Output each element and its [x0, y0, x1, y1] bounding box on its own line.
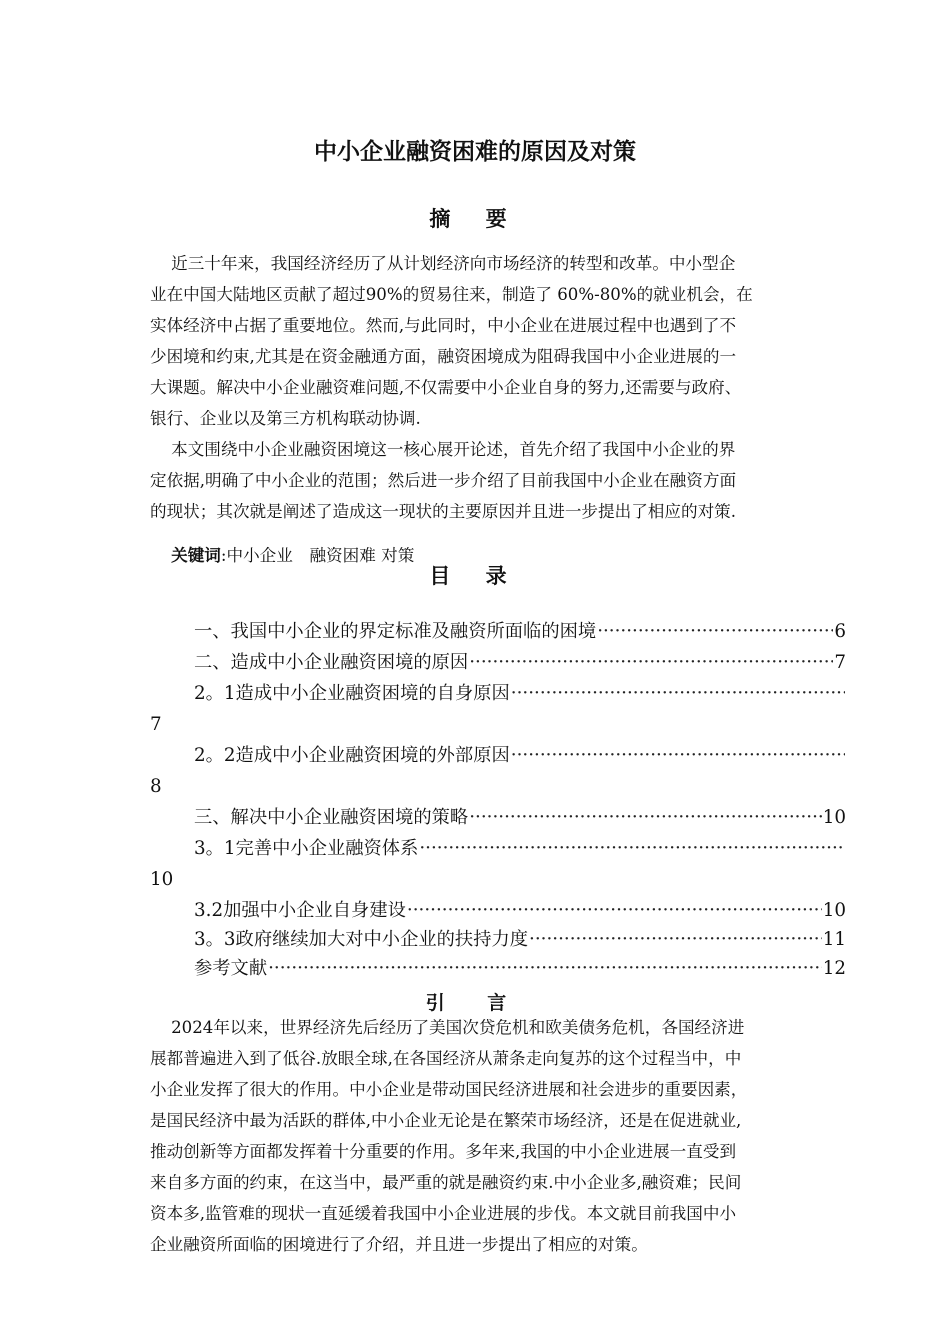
abstract-line: 实体经济中占据了重要地位。然而,与此同时，中小企业在进展过程中也遇到了不 [150, 316, 737, 335]
toc-entry[interactable] [194, 747, 846, 765]
toc-entry-label: 2。1造成中小企业融资困境的自身原因 [194, 683, 510, 704]
toc-entry-page: 10 [150, 869, 174, 890]
toc-entry-label: 2。2造成中小企业融资困境的外部原因 [194, 745, 510, 766]
toc-entry-label: 三、解决中小企业融资困境的策略 [194, 807, 469, 828]
abstract-line: 银行、企业以及第三方机构联动协调. [150, 409, 421, 428]
abstract-line: 大课题。解决中小企业融资难问题,不仅需要中小企业自身的努力,还需要与政府、 [150, 378, 742, 397]
intro-heading: 引 言 [425, 992, 525, 1014]
toc-entry-label: 3。1完善中小企业融资体系 [194, 838, 419, 859]
document-title: 中小企业融资困难的原因及对策 [314, 139, 636, 165]
toc-entry[interactable] [194, 840, 846, 858]
toc-entry-page: 11 [822, 929, 846, 950]
toc-entry-page: 10 [822, 807, 846, 828]
toc-entry-page: 7 [834, 652, 846, 673]
keywords-text: :中小企业 融资困难 对策 [220, 545, 415, 565]
abstract-line: 近三十年来，我国经济经历了从计划经济向市场经济的转型和改革。中小型企 [150, 254, 736, 273]
abstract-line: 少困境和约束,尤其是在资金融通方面，融资困境成为阻碍我国中小企业进展的一 [150, 347, 737, 366]
intro-line: 来自多方面的约束，在这当中，最严重的就是融资约束.中小企业多,融资难；民间 [150, 1173, 742, 1192]
toc-entry-page: 8 [150, 776, 162, 797]
toc-heading: 目 录 [429, 564, 521, 588]
toc-entry[interactable] [194, 960, 846, 978]
toc-entry-label: 一、我国中小企业的界定标准及融资所面临的困境 [194, 621, 597, 642]
toc-leader [419, 840, 845, 858]
toc-entry-page: 10 [822, 900, 846, 921]
intro-line: 2024年以来，世界经济先后经历了美国次贷危机和欧美债务危机，各国经济进 [150, 1018, 745, 1037]
intro-line: 展都普遍进入到了低谷.放眼全球,在各国经济从萧条走向复苏的这个过程当中，中 [150, 1049, 742, 1068]
keywords-label: 关键词 [171, 545, 221, 565]
intro-line: 是国民经济中最为活跃的群体,中小企业无论是在繁荣市场经济，还是在促进就业, [150, 1111, 742, 1130]
toc-entry[interactable] [194, 809, 846, 827]
abstract-heading: 摘 要 [429, 207, 521, 231]
toc-entry-page: 12 [822, 958, 846, 979]
toc-leader [407, 902, 822, 920]
toc-leader [511, 747, 845, 765]
toc-entry-page: 7 [150, 714, 162, 735]
toc-leader [469, 654, 833, 672]
abstract-line: 定依据,明确了中小企业的范围；然后进一步介绍了目前我国中小企业在融资方面 [150, 471, 737, 490]
toc-entry-label: 二、造成中小企业融资困境的原因 [194, 652, 469, 673]
toc-entry[interactable] [194, 623, 846, 641]
abstract-line: 本文围绕中小企业融资困境这一核心展开论述，首先介绍了我国中小企业的界 [150, 440, 736, 459]
toc-entry-label: 参考文献 [194, 958, 268, 979]
toc-leader [469, 809, 822, 827]
intro-line: 推动创新等方面都发挥着十分重要的作用。多年来,我国的中小企业进展一直受到 [150, 1142, 737, 1161]
toc-entry[interactable] [194, 931, 846, 949]
toc-leader [597, 623, 833, 641]
toc-leader [511, 685, 845, 703]
toc-entry-label: 3。3政府继续加大对中小企业的扶持力度 [194, 929, 529, 950]
toc-entry-label: 3.2加强中小企业自身建设 [194, 900, 406, 921]
toc-entry-page: 6 [834, 621, 846, 642]
abstract-line: 业在中国大陆地区贡献了超过90%的贸易往来，制造了 60%-80%的就业机会，在 [150, 285, 753, 304]
abstract-line: 的现状；其次就是阐述了造成这一现状的主要原因并且进一步提出了相应的对策. [150, 502, 737, 521]
intro-line: 小企业发挥了很大的作用。中小企业是带动国民经济进展和社会进步的重要因素， [150, 1080, 748, 1099]
toc-entry[interactable] [194, 654, 846, 672]
toc-leader [268, 960, 822, 978]
toc-entry[interactable] [194, 685, 846, 703]
toc-leader [529, 931, 822, 949]
intro-line: 资本多,监管难的现状一直延缓着我国中小企业进展的步伐。本文就目前我国中小 [150, 1204, 737, 1223]
toc-entry[interactable] [194, 902, 846, 920]
intro-line: 企业融资所面临的困境进行了介绍，并且进一步提出了相应的对策。 [150, 1235, 648, 1254]
